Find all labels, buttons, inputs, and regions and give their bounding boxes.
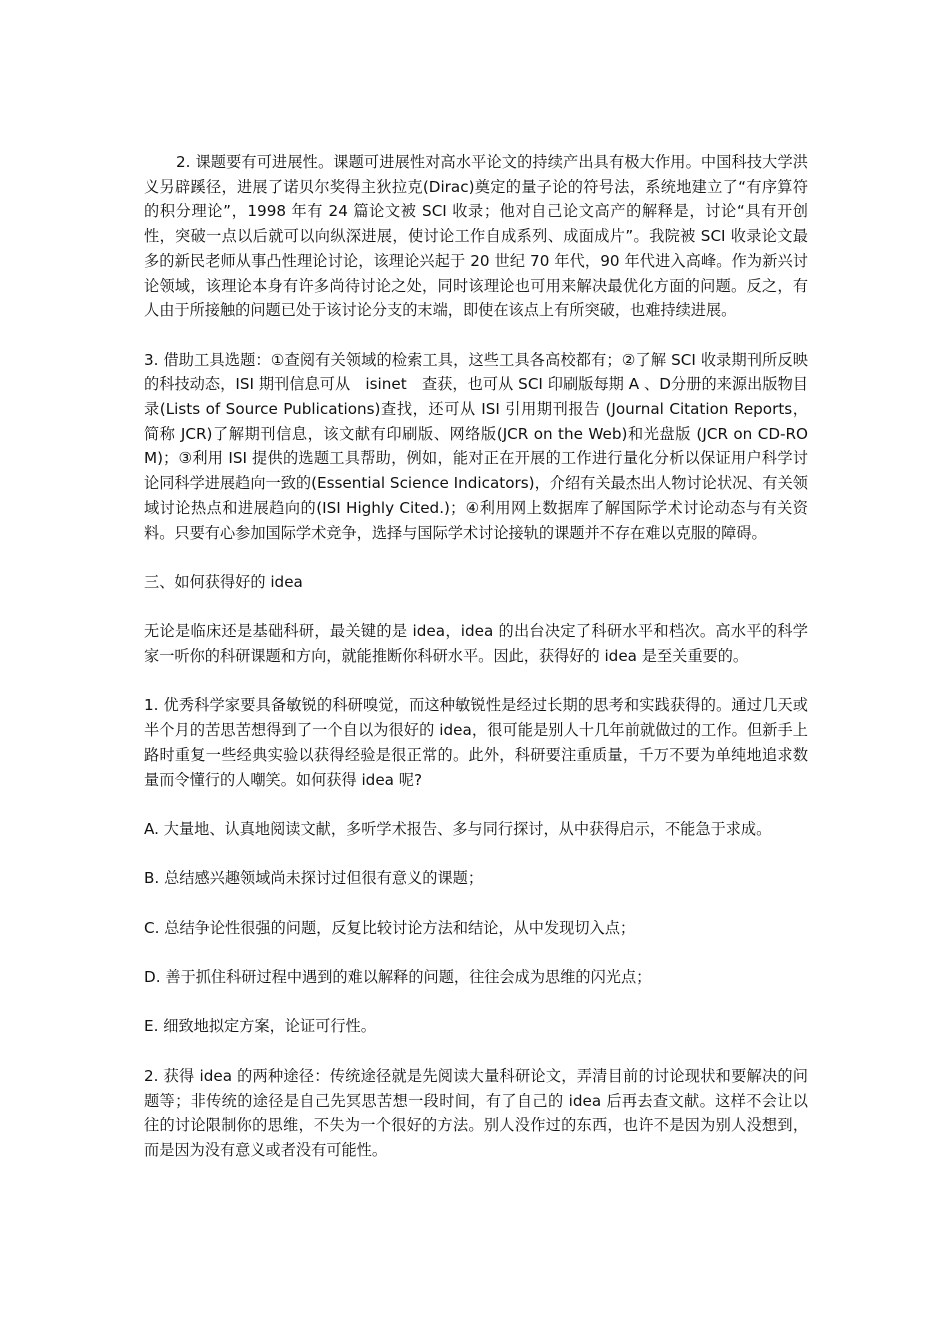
list-item-b: B. 总结感兴趣领域尚未探讨过但很有意义的课题；	[144, 869, 484, 888]
paragraph-scientist-intuition: 1. 优秀科学家要具备敏锐的科研嗅觉，而这种敏锐性是经过长期的思考和实践获得的。通过几天或半个月的苦思苦想得到了一个自以为很好的 idea，很可能是别人十几年前就做过的工作。但新手上路时重复一些经典实验以获得经验是很正常的。此外，科研要注重质量，千万不要为单纯地追求数量而令懂行的人嘲笑。如何获得 idea 呢?	[144, 696, 808, 789]
list-item-c: C. 总结争论性很强的问题，反复比较讨论方法和结论，从中发现切入点；	[144, 918, 636, 937]
list-item-d: D. 善于抓住科研过程中遇到的难以解释的问题，往往会成为思维的闪光点；	[144, 968, 652, 987]
paragraph-idea-importance: 无论是临床还是基础科研，最关键的是 idea，idea 的出台决定了科研水平和档次。高水平的科学家一听你的科研课题和方向，就能推断你科研水平。因此，获得好的 idea 是至关重要的。	[144, 622, 808, 666]
paragraph-topic-progress: 2. 课题要有可进展性。课题可进展性对高水平论文的持续产出具有极大作用。中国科技大学洪义另辟蹊径，进展了诺贝尔奖得主狄拉克(Dirac)奠定的量子论的符号法，系统地建立了“有序算符的积分理论”，1998 年有 24 篇论文被 SCI 收录；他对自己论文高产的解释是，讨论“具有开创性，突破一点以后就可以向纵深进展，使讨论工作自成系列、成面成片”。我院被 SCI 收录论文最多的新民老师从事凸性理论讨论，该理论兴起于 20 世纪 70 年代，90 年代进入高峰。作为新兴讨论领域，该理论本身有许多尚待讨论之处，同时该理论也可用来解决最优化方面的问题。反之，有人由于所接触的问题已处于该讨论分支的末端，即使在该点上有所突破，也难持续进展。	[144, 153, 808, 320]
paragraph-tool-selection: 3. 借助工具选题：①查阅有关领域的检索工具，这些工具各高校都有；②了解 SCI 收录期刊所反映的科技动态，ISI 期刊信息可从 isinet 查获，也可从 SCI 印刷版每期 A 、D分册的来源出版物目录(Lists of Source Publications)查找，还可从 ISI 引用期刊报告 (Journal Citation Reports，简称 JCR)了解期刊信息，该文献有印刷版、网络版(JCR on the Web)和光盘版 (JCR on CD-ROM)；③利用 ISI 提供的选题工具帮助，例如，能对正在开展的工作进行量化分析以保证用户科学讨论同科学进展趋向一致的(Essential Science Indicators)，介绍有关最杰出人物讨论状况、有关领域讨论热点和进展趋向的(ISI Highly Cited.)；④利用网上数据库了解国际学术讨论动态与有关资料。只要有心参加国际学术竞争，选择与国际学术讨论接轨的课题并不存在难以克服的障碍。	[144, 350, 808, 542]
list-item-e: E. 细致地拟定方案，论证可行性。	[144, 1017, 376, 1036]
list-item-a: A. 大量地、认真地阅读文献，多听学术报告、多与同行探讨，从中获得启示，不能急于求成。	[144, 819, 772, 838]
document-page	[144, 150, 808, 1187]
section-heading-idea: 三、如何获得好的 idea	[144, 572, 303, 591]
paragraph-two-approaches: 2. 获得 idea 的两种途径：传统途径就是先阅读大量科研论文，弄清目前的讨论现状和要解决的问题等；非传统的途径是自己先冥思苦想一段时间，有了自己的 idea 后再去查文献。这样不会让以往的讨论限制你的思维，不失为一个很好的方法。别人没作过的东西，也许不是因为别人没想到，而是因为没有意义或者没有可能性。	[144, 1066, 808, 1159]
